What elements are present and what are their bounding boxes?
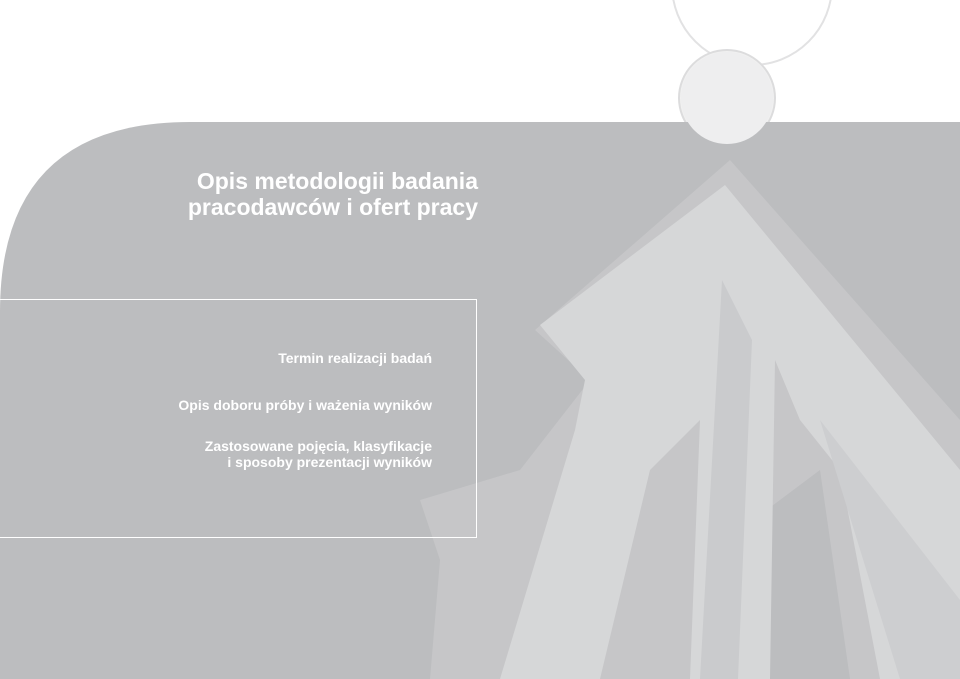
contents-item-2[interactable] — [178, 397, 432, 413]
contents-box — [0, 299, 477, 538]
title-line-2: pracodawców i ofert pracy — [187, 194, 478, 220]
contents-item-1-line-1: Termin realizacji badań — [278, 350, 432, 366]
contents-item-3-line-1: Zastosowane pojęcia, klasyfikacje — [204, 438, 432, 454]
title-line-1: Opis metodologii badania — [196, 168, 478, 194]
contents-item-3[interactable] — [205, 438, 432, 470]
contents-item-3-line-2: i sposoby prezentacji wyników — [227, 454, 432, 470]
contents-item-2-line-1: Opis doboru próby i ważenia wyników — [178, 397, 432, 413]
decor-circle-overlap — [681, 52, 773, 144]
page-title — [0, 168, 478, 220]
decor-circle-large — [672, 0, 832, 65]
contents-item-1[interactable] — [278, 350, 432, 366]
